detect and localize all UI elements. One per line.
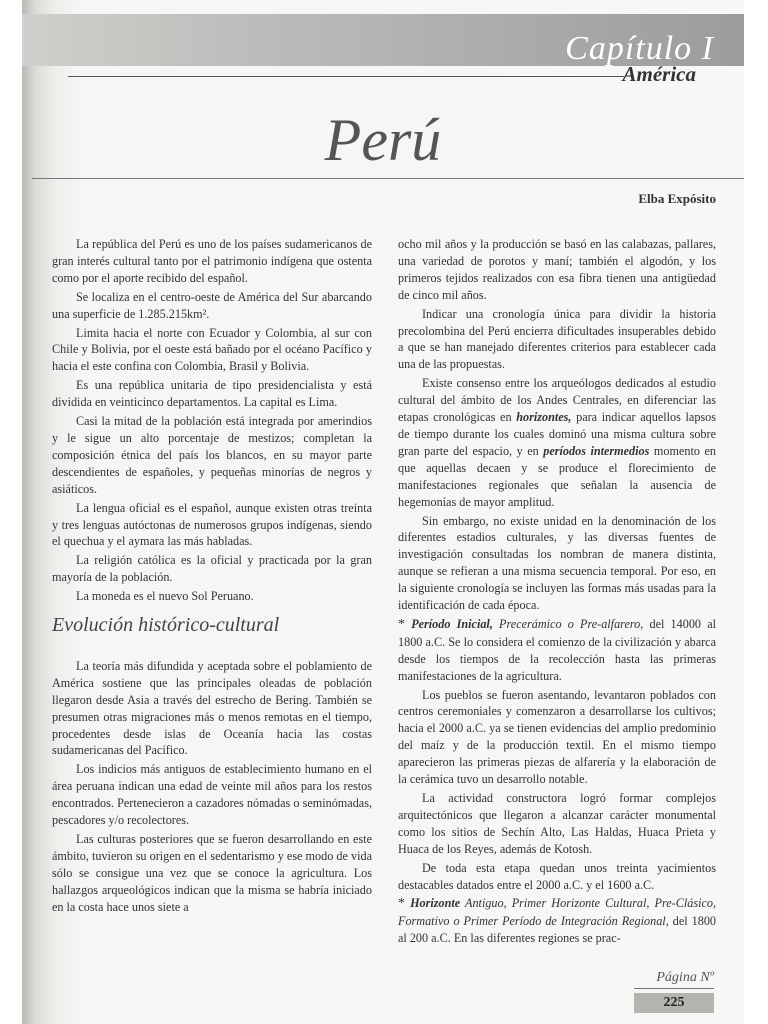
chronology-item: * Período Inicial, Precerámico o Pre-alfarero, del 14000 al 1800 a.C. Se lo considera el comienzo de la civilización y abarca desde los tiempos de la recolección hasta las primeras manifestaciones de la agricultura.	[398, 616, 716, 683]
paragraph: La teoría más difundida y aceptada sobre el poblamiento de América sostiene que las principales oleadas de población llegaron desde Asia a través del estrecho de Bering. También se presumen otras migraciones más o menos remotas en el tiempo, procedentes desde islas de Oceanía hacia las costas sudamericanas del Pacífico.	[52, 658, 372, 758]
paragraph: Limita hacia el norte con Ecuador y Colombia, al sur con Chile y Bolivia, por el oeste está bañado por el océano Pacífico y hacia el este confina con Colombia, Brasil y Bolivia.	[52, 325, 372, 374]
title-rule	[32, 178, 744, 179]
left-column	[52, 236, 372, 918]
paragraph: Indicar una cronología única para dividir la historia precolombina del Perú encierra dificultades insuperables debido a que se han manejado diferentes criterios para establecer cada una de las propuestas.	[398, 306, 716, 372]
book-page	[22, 0, 744, 1024]
paragraph: Casi la mitad de la población está integrada por amerindios y le sigue un alto porcentaje de mestizos; completan la composición étnica del país los blancos, en su mayor parte descendientes de españoles, y pequeñas minorías de negros y asiáticos.	[52, 414, 372, 496]
paragraph: La moneda es el nuevo Sol Peruano.	[76, 589, 254, 604]
chapter-title: Capítulo I	[565, 30, 714, 67]
paragraph: La república del Perú es uno de los países sudamericanos de gran interés cultural tanto por el patrimonio indígena que ostenta como por el aporte recibido del español.	[52, 237, 372, 285]
paragraph: La actividad constructora logró formar complejos arquitectónicos que llegaron a alcanzar carácter monumental como los sitios de Sechín Alto, Las Haldas, Huaca Prieta y Huaca de los Reyes, además de Kotosh.	[398, 791, 716, 856]
paragraph: La religión católica es la oficial y practicada por la gran mayoría de la población.	[52, 553, 372, 585]
page-number-block	[634, 970, 714, 1013]
paragraph: Las culturas posteriores que se fueron desarrollando en este ámbito, tuvieron su origen en el sedentarismo y ese modo de vida sólo se consigue una vez que se conoce la agricultura. Los hallazgos arqueológicos indican que la misma se habría iniciado en la costa hace unos siete a	[52, 832, 372, 914]
paragraph: Es una república unitaria de tipo presidencialista y está dividida en veinticinco departamentos. La capital es Lima.	[52, 378, 372, 410]
page-title: Perú	[324, 107, 442, 173]
paragraph: Existe consenso entre los arqueólogos dedicados al estudio cultural del ámbito de los Andes Centrales, en diferenciar las etapas cronológicas en horizontes, para indicar aquellos lapsos de tiempo durante los cuales dominó una misma cultura sobre gran parte del espacio, y en períodos intermedios momento en que aquellas decaen y se produce el florecimiento de manifestaciones regionales que señalan la ausencia de hegemonías de mayor amplitud.	[398, 376, 716, 509]
chronology-item: * Horizonte Antiguo, Primer Horizonte Cultural, Pre-Clásico, Formativo o Primer Período de Integración Regional, del 1800 al 200 a.C. En las diferentes regiones se prac-	[398, 896, 717, 946]
paragraph: La lengua oficial es el español, aunque existen otras treinta y tres lenguas autóctonas de numerosos grupos indígenas, siendo el quechua y el aymara las más habladas.	[52, 500, 372, 549]
paragraph: De toda esta etapa quedan unos treinta yacimientos destacables datados entre el 2000 a.C. y el 1600 a.C.	[398, 860, 716, 892]
chapter-rule	[68, 76, 624, 77]
right-column	[398, 236, 716, 949]
paragraph: Los pueblos se fueron asentando, levantaron poblados con centros ceremoniales y comenzaron a desarrollarse los cultivos; hacia el 2000 a.C. ya se tienen evidencias del amplio predominio del maíz y de la producción textil. En el mismo tiempo aparecieron las primeras piezas de alfarería y la elaboración de la cerámica tuvo un desarrollo notable.	[398, 687, 716, 787]
chapter-subtitle: América	[622, 62, 696, 86]
paragraph: Se localiza en el centro-oeste de América del Sur abarcando una superficie de 1.285.215km².	[52, 289, 372, 321]
chapter-band	[22, 14, 744, 66]
page-label: Página Nº	[634, 970, 714, 989]
author-name: Elba Expósito	[638, 191, 716, 206]
page-number: 225	[634, 993, 714, 1013]
section-heading: Evolución histórico-cultural	[52, 614, 280, 637]
paragraph: Los indicios más antiguos de establecimiento humano en el área peruana indican una edad de veinte mil años para los restos encontrados. Pertenecieron a cazadores nómadas o seminómadas, pescadores y/o recolectores.	[52, 762, 372, 828]
paragraph: ocho mil años y la producción se basó en las calabazas, pallares, una variedad de porotos y maní; también el algodón, y los primeros tejidos realizados con esa fibra tienen una antigüedad de cinco mil años.	[398, 237, 716, 302]
paragraph: Sin embargo, no existe unidad en la denominación de los diferentes estadios culturales, y las diversas fuentes de investigación consultadas los nombran de manera distinta, aunque se refieran a una misma secuencia temporal. Por eso, en la siguiente cronología se incluyen las formas más usadas para la identificación de cada época.	[398, 513, 716, 613]
